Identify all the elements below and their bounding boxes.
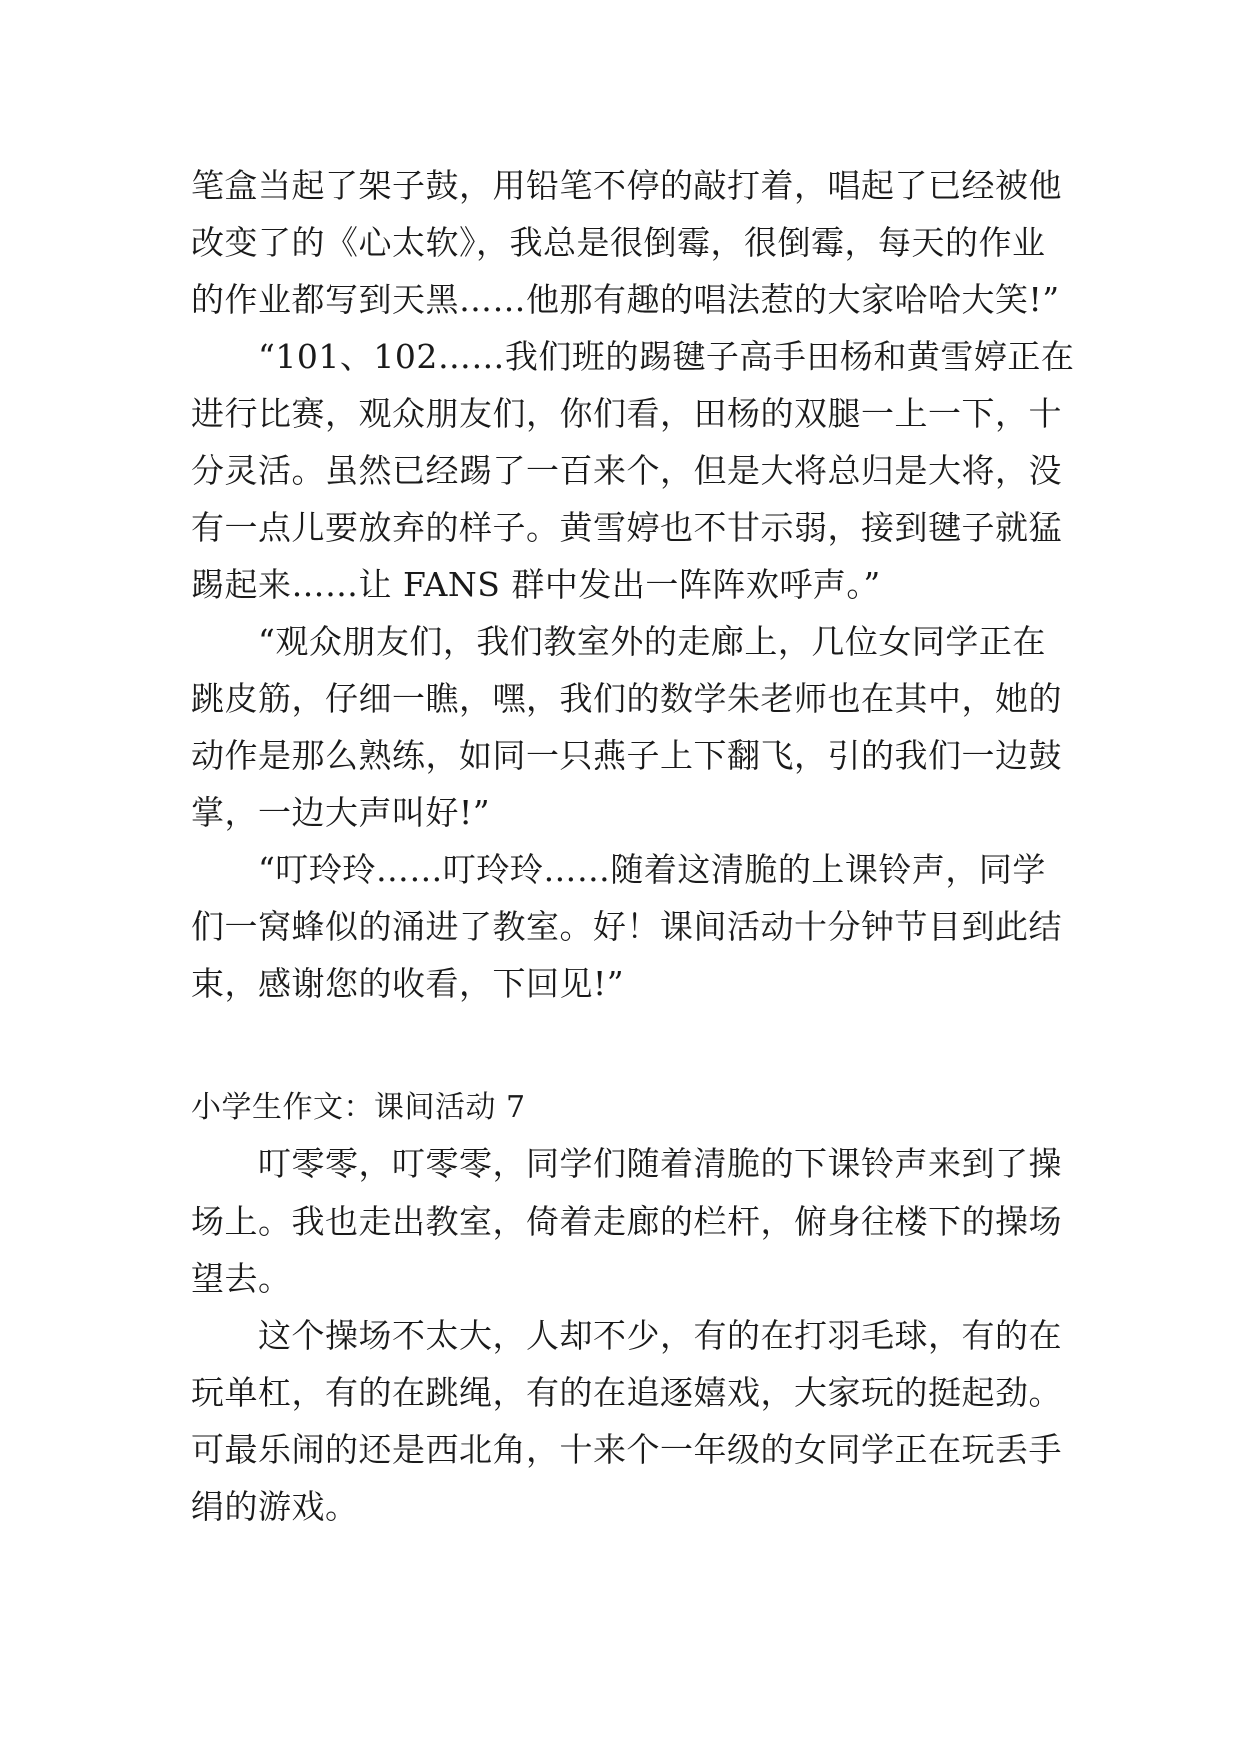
text-line: 跳皮筋，仔细一瞧，嘿，我们的数学朱老师也在其中，她的 (191, 679, 1062, 718)
text-line: 笔盒当起了架子鼓，用铅笔不停的敲打着，唱起了已经被他 (191, 166, 1062, 205)
text-line: “观众朋友们，我们教室外的走廊上，几位女同学正在 (191, 622, 1046, 661)
section-heading: 小学生作文：课间活动 7 (191, 1090, 526, 1125)
text-line: 可最乐闹的还是西北角，十来个一年级的女同学正在玩丢手 (191, 1430, 1062, 1469)
text-line: 踢起来……让 FANS 群中发出一阵阵欢呼声。” (191, 565, 881, 604)
text-line: 场上。我也走出教室，倚着走廊的栏杆，俯身往楼下的操场 (191, 1202, 1062, 1241)
text-line: 进行比赛，观众朋友们，你们看，田杨的双腿一上一下，十 (191, 394, 1062, 433)
text-line: “叮玲玲……叮玲玲……随着这清脆的上课铃声，同学 (191, 850, 1046, 889)
text-line: 这个操场不太大，人却不少，有的在打羽毛球，有的在 (191, 1316, 1062, 1355)
text-line: 改变了的《心太软》，我总是很倒霉，很倒霉，每天的作业 (191, 223, 1046, 262)
text-line: 动作是那么熟练，如同一只燕子上下翻飞，引的我们一边鼓 (191, 736, 1062, 775)
text-line: 掌，一边大声叫好!” (191, 793, 491, 832)
text-line: 有一点儿要放弃的样子。黄雪婷也不甘示弱，接到毽子就猛 (191, 508, 1062, 547)
text-line: 束，感谢您的收看，下回见!” (191, 964, 625, 1003)
text-line: 玩单杠，有的在跳绳，有的在追逐嬉戏，大家玩的挺起劲。 (191, 1373, 1062, 1412)
text-line: 的作业都写到天黑……他那有趣的唱法惹的大家哈哈大笑!” (191, 280, 1060, 319)
text-line: 叮零零，叮零零，同学们随着清脆的下课铃声来到了操 (191, 1144, 1062, 1183)
text-line: 们一窝蜂似的涌进了教室。好！课间活动十分钟节目到此结 (191, 907, 1062, 946)
text-line: 绢的游戏。 (191, 1487, 359, 1526)
text-line: “101、102……我们班的踢毽子高手田杨和黄雪婷正在 (191, 337, 1075, 376)
text-line: 分灵活。虽然已经踢了一百来个，但是大将总归是大将，没 (191, 451, 1062, 490)
text-line: 望去。 (191, 1259, 292, 1298)
